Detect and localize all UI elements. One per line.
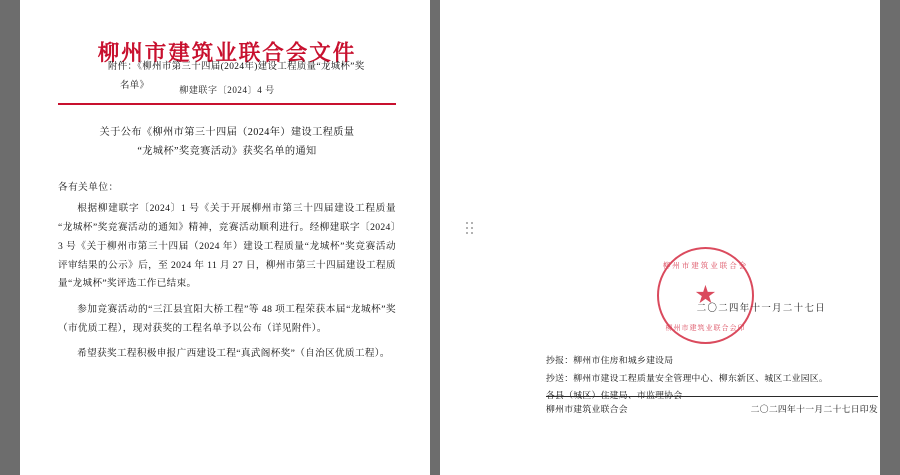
document-footer xyxy=(546,402,878,415)
seal-bottom-text: 柳州市建筑业联合会印 xyxy=(665,324,746,332)
dot xyxy=(471,232,473,234)
body-paragraph-3: 希望获奖工程积极申报广西建设工程“真武阁杯奖”（自治区优质工程）。 xyxy=(77,348,390,360)
attachment-note xyxy=(108,58,864,96)
dot xyxy=(466,227,468,229)
dot xyxy=(466,222,468,224)
left-page-content xyxy=(58,42,396,461)
attachment-line-2: 名单》 xyxy=(120,80,150,91)
drag-handle-icon[interactable] xyxy=(466,222,475,236)
document-title: 柳州市建筑业联合会文件 xyxy=(97,41,357,65)
red-divider-rule xyxy=(58,103,396,105)
dot xyxy=(471,222,473,224)
body-paragraph-2: 参加竞赛活动的“三江县宜阳大桥工程”等 48 项工程荣获本届“龙城杯”奖（市优质工程），现对获奖的工程名单予以公布（详见附件）。 xyxy=(58,303,396,334)
subject-line-1: 关于公布《柳州市第三十四届（2024年）建设工程质量 xyxy=(99,126,355,138)
seal-top-text: 柳州市建筑业联合会 xyxy=(662,261,749,270)
star-icon: ★ xyxy=(694,281,717,309)
dot xyxy=(471,227,473,229)
attachment-line-1: 附件：《柳州市第三十四届(2024年)建设工程质量“龙城杯”奖 xyxy=(108,62,365,72)
document-subject xyxy=(58,124,396,162)
document-number: 柳建联字〔2024〕4 号 xyxy=(179,84,275,95)
cc-line-1: 抄报：柳州市住房和城乡建设局 xyxy=(546,355,674,365)
footer-issue-date: 二〇二四年十一月二十七日印发 xyxy=(750,404,878,414)
signature-date: 二〇二四年十一月二十七日 xyxy=(696,304,826,314)
salutation: 各有关单位： xyxy=(58,182,119,194)
body-paragraph-1: 根据柳建联字〔2024〕1 号《关于开展柳州市第三十四届建设工程质量“龙城杯”奖竞赛活动的通知》精神，竞赛活动顺利进行。经柳建联字〔2024〕3 号《关于柳州市第三十四届（2024 年）建设工程质量“龙城杯”奖竞赛活动评审结果的公示》后，至 2024 年 11 月 27 日，柳州市第三十四届建设工程质量“龙城杯”奖评选工作已结束。 xyxy=(58,203,396,290)
official-seal-stamp xyxy=(657,247,754,344)
dot xyxy=(466,232,468,234)
subject-line-2: “龙城杯”奖竞赛活动》获奖名单的通知 xyxy=(137,145,317,157)
cc-line-2: 抄送：柳州市建设工程质量安全管理中心、柳东新区、城区工业园区。 xyxy=(546,372,829,383)
footer-issuer: 柳州市建筑业联合会 xyxy=(546,404,628,414)
footer-divider-rule xyxy=(546,396,878,397)
